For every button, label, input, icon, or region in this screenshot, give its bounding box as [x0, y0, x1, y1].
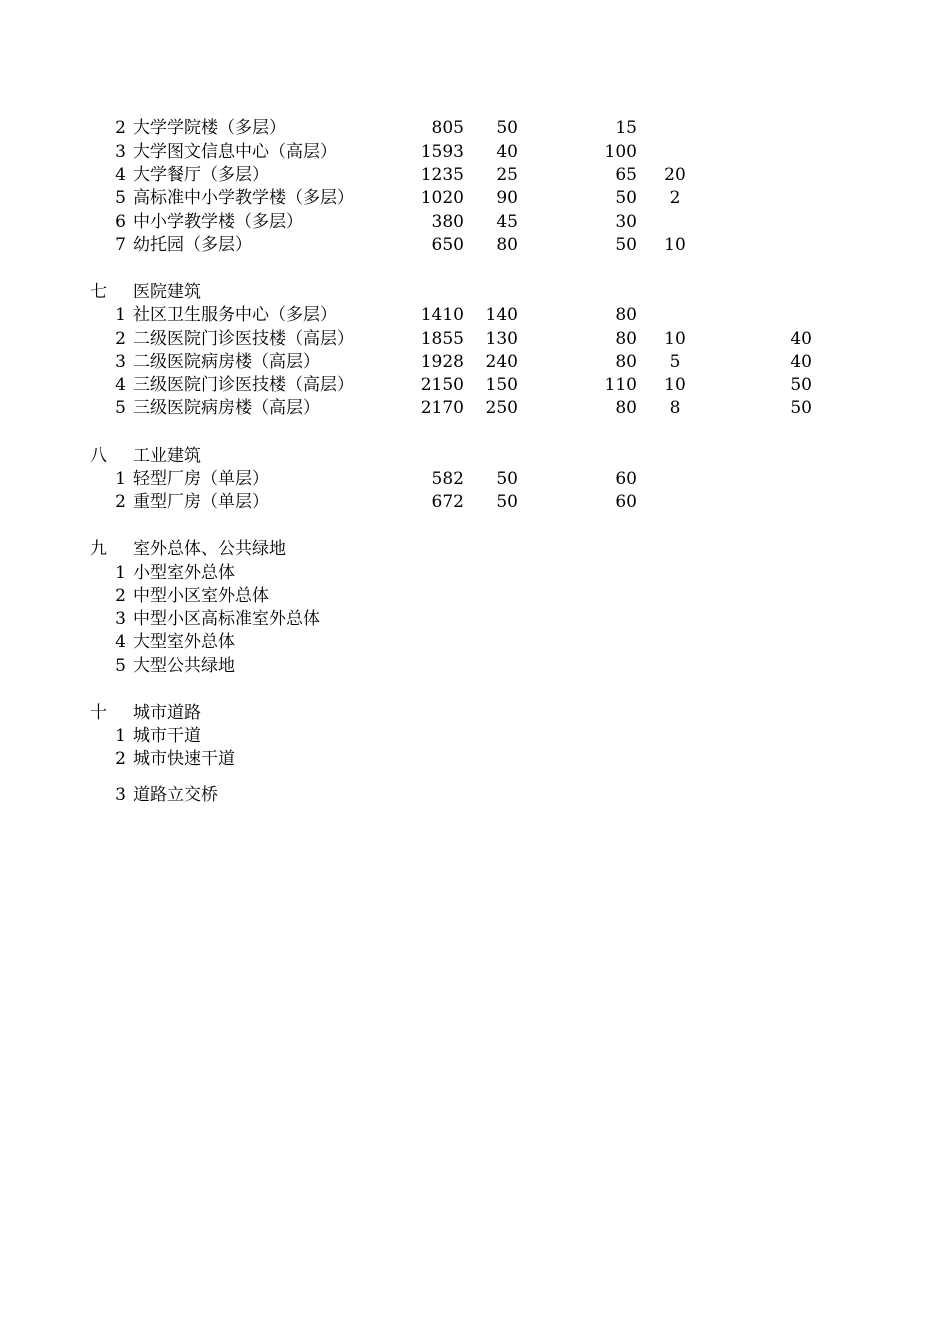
row-number: 1: [115, 563, 126, 583]
table-row: [0, 491, 950, 514]
value-col-2: 45: [496, 212, 518, 232]
row-number: 1: [115, 726, 126, 746]
row-number: 5: [115, 398, 126, 418]
value-col-1: 582: [431, 469, 464, 489]
value-col-4: 10: [664, 235, 686, 255]
row-name: 大型室外总体: [133, 632, 235, 652]
table-row: [0, 211, 950, 234]
row-number: 4: [115, 632, 126, 652]
value-col-4: [655, 304, 695, 327]
row-name: 城市快速干道: [133, 749, 235, 769]
value-col-5: 50: [790, 375, 812, 395]
row-name: 道路立交桥: [133, 785, 218, 805]
section-title: 城市道路: [133, 703, 201, 723]
section-label: 十: [90, 703, 107, 723]
value-col-2: 240: [485, 352, 518, 372]
value-col-3: 30: [615, 212, 637, 232]
table-row: [0, 585, 950, 608]
value-col-4: [655, 141, 695, 164]
section-header: [0, 538, 950, 561]
value-col-5: 40: [790, 329, 812, 349]
row-number: 3: [115, 609, 126, 629]
value-col-3: 80: [615, 305, 637, 325]
row-name: 中型小区室外总体: [133, 586, 269, 606]
value-col-1: 1593: [420, 142, 464, 162]
row-name: 三级医院门诊医技楼（高层）: [133, 375, 354, 395]
value-col-2: 150: [485, 375, 518, 395]
table-row: [0, 562, 950, 585]
value-col-4: [655, 211, 695, 234]
value-col-1: 672: [431, 492, 464, 512]
table-row: [0, 608, 950, 631]
table-row: [0, 164, 950, 187]
section-header: [0, 281, 950, 304]
row-name: 幼托园（多层）: [133, 235, 252, 255]
row-number: 1: [115, 469, 126, 489]
row-number: 5: [115, 188, 126, 208]
row-number: 2: [115, 749, 126, 769]
row-number: 7: [115, 235, 126, 255]
value-col-1: 1020: [420, 188, 464, 208]
value-col-5: [760, 304, 812, 327]
table-row: [0, 187, 950, 210]
value-col-1: 1928: [420, 352, 464, 372]
value-col-5: [760, 141, 812, 164]
value-col-3: 50: [615, 188, 637, 208]
row-number: 2: [115, 118, 126, 138]
row-name: 社区卫生服务中心（多层）: [133, 305, 337, 325]
value-col-2: 130: [485, 329, 518, 349]
table-row: [0, 117, 950, 140]
value-col-4: [655, 491, 695, 514]
value-col-3: 60: [615, 469, 637, 489]
row-name: 二级医院病房楼（高层）: [133, 352, 320, 372]
row-number: 2: [115, 586, 126, 606]
row-number: 1: [115, 305, 126, 325]
row-name: 高标准中小学教学楼（多层）: [133, 188, 354, 208]
value-col-2: 50: [496, 492, 518, 512]
row-number: 4: [115, 375, 126, 395]
row-name: 大型公共绿地: [133, 656, 235, 676]
value-col-4: [655, 117, 695, 140]
row-number: 5: [115, 656, 126, 676]
row-number: 3: [115, 785, 126, 805]
table-row: [0, 351, 950, 374]
value-col-2: 250: [485, 398, 518, 418]
value-col-3: 60: [615, 492, 637, 512]
row-name: 小型室外总体: [133, 563, 235, 583]
value-col-3: 50: [615, 235, 637, 255]
table-row: [0, 655, 950, 678]
value-col-1: 2150: [420, 375, 464, 395]
value-col-2: 90: [496, 188, 518, 208]
value-col-5: [760, 491, 812, 514]
row-name: 轻型厂房（单层）: [133, 469, 269, 489]
value-col-5: [760, 187, 812, 210]
value-col-1: 2170: [420, 398, 464, 418]
value-col-5: [760, 234, 812, 257]
row-name: 三级医院病房楼（高层）: [133, 398, 320, 418]
table-row: [0, 374, 950, 397]
value-col-2: 40: [496, 142, 518, 162]
section-label: 九: [90, 539, 107, 559]
row-number: 3: [115, 142, 126, 162]
value-col-5: 40: [790, 352, 812, 372]
table-row: [0, 234, 950, 257]
row-name: 二级医院门诊医技楼（高层）: [133, 329, 354, 349]
value-col-4: 10: [664, 329, 686, 349]
table-row: [0, 631, 950, 654]
table-row: [0, 328, 950, 351]
row-name: 城市干道: [133, 726, 201, 746]
section-header: [0, 702, 950, 725]
value-col-3: 15: [615, 118, 637, 138]
value-col-5: [760, 117, 812, 140]
table-row: [0, 468, 950, 491]
value-col-1: 1855: [420, 329, 464, 349]
value-col-4: 20: [664, 165, 686, 185]
row-name: 重型厂房（单层）: [133, 492, 269, 512]
value-col-4: 2: [669, 188, 681, 208]
section-label: 八: [90, 446, 107, 466]
section-title: 室外总体、公共绿地: [133, 539, 286, 559]
value-col-5: [760, 164, 812, 187]
value-col-3: 65: [615, 165, 637, 185]
value-col-5: [760, 211, 812, 234]
value-col-2: 25: [496, 165, 518, 185]
value-col-1: 650: [431, 235, 464, 255]
value-col-2: 50: [496, 469, 518, 489]
table-row: [0, 725, 950, 748]
section-title: 医院建筑: [133, 282, 201, 302]
row-name: 中小学教学楼（多层）: [133, 212, 303, 232]
row-number: 3: [115, 352, 126, 372]
table-row: [0, 141, 950, 164]
row-name: 中型小区高标准室外总体: [133, 609, 320, 629]
value-col-5: [760, 468, 812, 491]
row-name: 大学餐厅（多层）: [133, 165, 269, 185]
value-col-1: 380: [431, 212, 464, 232]
value-col-2: 140: [485, 305, 518, 325]
value-col-2: 80: [496, 235, 518, 255]
table-row: [0, 784, 950, 807]
value-col-4: 10: [664, 375, 686, 395]
value-col-3: 110: [604, 375, 637, 395]
value-col-1: 1410: [420, 305, 464, 325]
value-col-3: 80: [615, 398, 637, 418]
value-col-4: [655, 468, 695, 491]
value-col-1: 1235: [420, 165, 464, 185]
row-number: 2: [115, 329, 126, 349]
section-title: 工业建筑: [133, 446, 201, 466]
section-label: 七: [90, 282, 107, 302]
row-number: 4: [115, 165, 126, 185]
value-col-4: 5: [669, 352, 681, 372]
row-name: 大学学院楼（多层）: [133, 118, 286, 138]
value-col-5: 50: [790, 398, 812, 418]
value-col-3: 100: [604, 142, 637, 162]
table-row: [0, 748, 950, 771]
row-number: 2: [115, 492, 126, 512]
table-row: [0, 397, 950, 420]
value-col-1: 805: [431, 118, 464, 138]
value-col-3: 80: [615, 352, 637, 372]
value-col-2: 50: [496, 118, 518, 138]
value-col-4: 8: [669, 398, 681, 418]
section-header: [0, 445, 950, 468]
row-name: 大学图文信息中心（高层）: [133, 142, 337, 162]
row-number: 6: [115, 212, 126, 232]
value-col-3: 80: [615, 329, 637, 349]
table-row: [0, 304, 950, 327]
